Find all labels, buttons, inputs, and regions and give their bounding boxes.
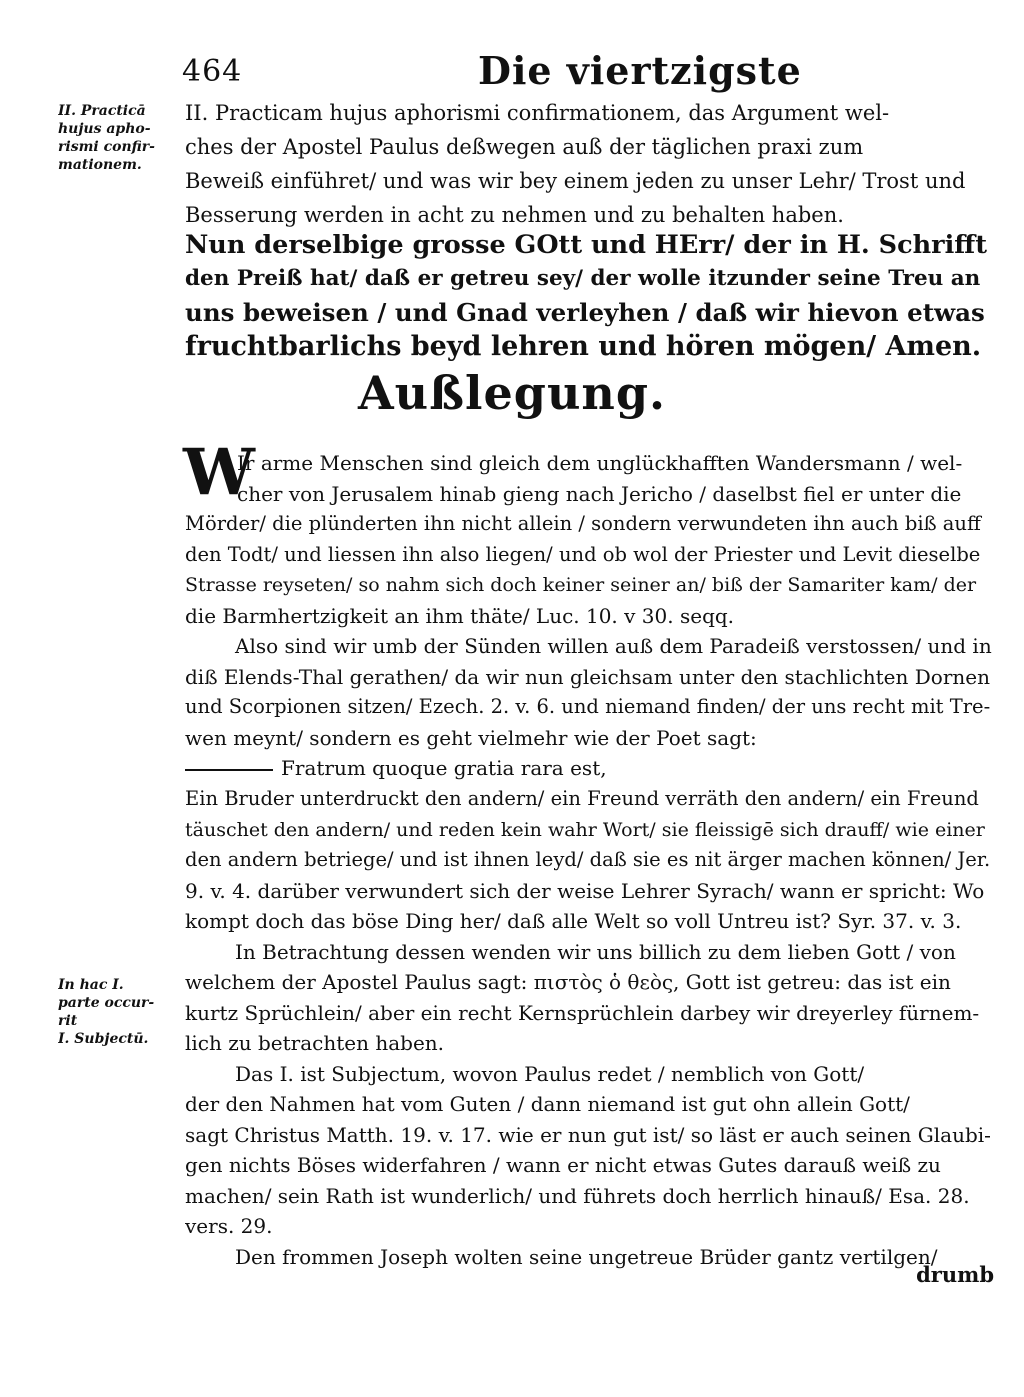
text-line: Besserung werden in acht zu nehmen und zu behalten haben. (185, 203, 844, 227)
text-line: ches der Apostel Paulus deßwegen auß der täglichen praxi zum (185, 135, 864, 159)
text-line: machen/ sein Rath ist wunderlich/ und führets doch herrlich hinauß/ Esa. 28. (185, 1183, 970, 1208)
margin-note-line: I. Subjectū. (58, 1031, 149, 1047)
margin-note-line: rismi confir- (58, 139, 155, 155)
quote-dash (185, 769, 273, 771)
text-line: 9. v. 4. darüber verwundert sich der weise Lehrer Syrach/ wann er spricht: Wo (185, 878, 985, 903)
text-line: lich zu betrachten haben. (185, 1031, 445, 1055)
text-line: cher von Jerusalem hinab gieng nach Jericho / daselbst fiel er unter die (237, 481, 962, 506)
body-paragraph-1 (185, 448, 995, 631)
prayer-paragraph (185, 228, 995, 364)
text-line: den Preiß hat/ daß er getreu sey/ der wolle itzunder seine Treu an (185, 266, 981, 291)
margin-note-line: mationem. (58, 157, 142, 173)
text-line: die Barmhertzigkeit an ihm thäte/ Luc. 10. v 30. seqq. (185, 603, 735, 628)
text-line: fruchtbarlichs beyd lehren und hören mögen/ Amen. (185, 331, 982, 362)
latin-quote-line (185, 753, 995, 784)
text-line: kurtz Sprüchlein/ aber ein recht Kernsprüchlein darbey wir dreyerley fürnem- (185, 1000, 980, 1025)
text-line: Den frommen Joseph wolten seine ungetreue Brüder gantz vertilgen/ (235, 1244, 938, 1269)
text-line: gen nichts Böses widerfahren / wann er nicht etwas Gutes darauß weiß zu (185, 1153, 941, 1177)
text-line: Beweiß einführet/ und was wir bey einem jeden zu unser Lehr/ Trost und (185, 169, 966, 193)
text-line: welchem der Apostel Paulus sagt: πιστὸς ὁ θεὸς, Gott ist getreu: das ist ein (185, 970, 951, 994)
text-line: der den Nahmen hat vom Guten / dann niemand ist gut ohn allein Gott/ (185, 1092, 910, 1116)
text-line: täuschet den andern/ und reden kein wahr Wort/ sie fleissigē sich drauff/ wie einer (185, 818, 985, 841)
text-line: wen meynt/ sondern es geht vielmehr wie der Poet sagt: (185, 725, 757, 750)
margin-note-line: parte occur- (58, 995, 155, 1011)
text-line: Mörder/ die plünderten ihn nicht allein / sondern verwundeten ihn auch biß auff (185, 512, 981, 535)
page-number: 464 (182, 54, 243, 89)
margin-note-line: rit (58, 1013, 78, 1029)
text-line: vers. 29. (185, 1214, 273, 1238)
margin-note-subjectum (58, 976, 186, 1048)
text-line: In Betrachtung dessen wenden wir uns billich zu dem lieben Gott / von (235, 939, 956, 964)
text-line: Das I. ist Subjectum, wovon Paulus redet / nemblich von Gott/ (235, 1061, 865, 1086)
margin-note-practica (58, 102, 186, 174)
page-header (0, 48, 1024, 98)
text-line: den Todt/ und liessen ihn also liegen/ und ob wol der Priester und Levit dieselbe (185, 542, 981, 566)
intro-paragraph (185, 96, 995, 232)
running-title: Die viertzigste (478, 48, 802, 93)
text-line: II. Practicam hujus aphorismi confirmationem, das Argument wel- (185, 101, 890, 125)
catchword: drumb (916, 1262, 994, 1287)
text-line: Ein Bruder unterdruckt den andern/ ein Freund verräth den andern/ ein Freund (185, 787, 979, 810)
text-line: den andern betriege/ und ist ihnen leyd/ daß sie es nit ärger machen können/ Jer. (185, 848, 991, 871)
margin-note-line: In hac I. (58, 977, 124, 993)
text-line: Strasse reyseten/ so nahm sich doch keiner seiner an/ biß der Samariter kam/ der (185, 574, 977, 596)
text-line: Nun derselbige grosse GOtt und HErr/ der in H. Schrifft (185, 230, 987, 260)
text-line: kompt doch das böse Ding her/ daß alle Welt so voll Untreu ist? Syr. 37. v. 3. (185, 909, 962, 933)
drop-capital: W (183, 435, 255, 510)
margin-note-line: hujus apho- (58, 121, 151, 137)
text-line: sagt Christus Matth. 19. v. 17. wie er nun gut ist/ so läst er auch seinen Glaubi- (185, 1122, 991, 1147)
text-line: Also sind wir umb der Sünden willen auß dem Paradeiß verstossen/ und in (235, 634, 992, 658)
body-paragraph-2 (185, 631, 995, 784)
text-line: uns beweisen / und Gnad verleyhen / daß wir hievon etwas (185, 298, 985, 327)
text-line: und Scorpionen sitzen/ Ezech. 2. v. 6. und niemand finden/ der uns recht mit Tre- (185, 695, 991, 718)
margin-note-line: II. Practicā (58, 103, 146, 119)
latin-quote: Fratrum quoque gratia rara est, (281, 756, 607, 780)
body-paragraph-3 (185, 784, 995, 1272)
text-line: Ir arme Menschen sind gleich dem unglückhafften Wandersmann / wel- (237, 451, 963, 475)
section-heading: Außlegung. (357, 366, 667, 420)
text-line: diß Elends-Thal gerathen/ da wir nun gleichsam unter den stachlichten Dornen (185, 664, 990, 689)
